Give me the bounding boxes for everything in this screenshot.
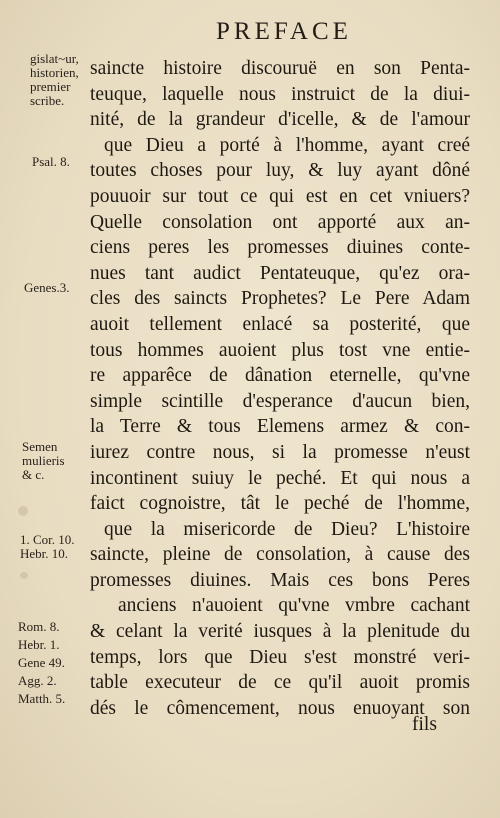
text-line: anciens n'auoient qu'vne vmbre cachant	[118, 595, 470, 617]
text-line: toutes choses pour luy, & luy ayant dôné	[90, 160, 470, 182]
text-line: ciens peres les promesses diuines conte-	[90, 237, 470, 259]
text-line: promesses diuines. Mais ces bons Peres	[90, 569, 470, 591]
text-line: temps, lors que Dieu s'est monstré veri-	[90, 646, 470, 668]
text-line: re apparêce de dânation eternelle, qu'vne	[90, 365, 470, 387]
text-line: tous hommes auoient plus tost vne entie-	[90, 339, 470, 361]
text-line: dés le cômencement, nous enuoyant son	[90, 697, 470, 719]
text-line: que Dieu a porté à l'homme, ayant creé	[104, 134, 470, 156]
text-line: simple scintille d'esperance d'aucun bien,	[90, 390, 470, 412]
margin-note-rom: Rom. 8. Hebr. 1. Gene 49. Agg. 2. Matth. 5.	[18, 619, 66, 706]
text-line: iurez contre nous, si la promesse n'eust	[90, 441, 470, 463]
margin-note-cor-hebr: 1. Cor. 10. Hebr. 10.	[20, 532, 75, 561]
text-line: que la misericorde de Dieu? L'histoire	[104, 518, 470, 540]
text-line: nité, de la grandeur d'icelle, & de l'amour	[90, 109, 470, 131]
text-line: la Terre & tous Elemens armez & con-	[90, 416, 470, 438]
text-line: Quelle consolation ont apporté aux an-	[90, 211, 470, 233]
text-line: nues tant audict Pentateuque, qu'ez ora-	[90, 262, 470, 284]
text-line: auoit tellement enlacé sa posterité, que	[90, 313, 470, 335]
text-line: saincte histoire discouruë en son Penta-	[90, 58, 470, 79]
text-line: & celant la verité iusques à la plenitude du	[90, 621, 470, 643]
margin-note-psal: Psal. 8.	[32, 154, 70, 169]
text-line: pouuoir sur tout ce qui est en cet vniuers?	[90, 185, 470, 207]
text-line: saincte, pleine de consolation, à cause des	[90, 544, 470, 566]
running-head: PREFACE	[216, 18, 352, 45]
margin-note-legislateur: gislat~ur, historien, premier scribe.	[30, 51, 79, 108]
text-line: table executeur de ce qu'il auoit promis	[90, 672, 470, 694]
catchword: fils	[412, 714, 437, 735]
text-line: cles des saincts Prophetes? Le Pere Adam	[90, 288, 470, 310]
text-line: incontinent suiuy le peché. Et qui nous a	[90, 467, 470, 489]
margin-note-semen: Semen mulieris & c.	[22, 439, 65, 482]
margin-note-genes: Genes.3.	[24, 280, 70, 295]
body-text	[90, 56, 470, 721]
ink-blot	[18, 506, 28, 516]
ink-blot	[20, 572, 28, 579]
text-line: teuque, laquelle nous instruict de la diui-	[90, 83, 470, 105]
text-line: faict cognoistre, tât le peché de l'homme,	[90, 493, 470, 515]
